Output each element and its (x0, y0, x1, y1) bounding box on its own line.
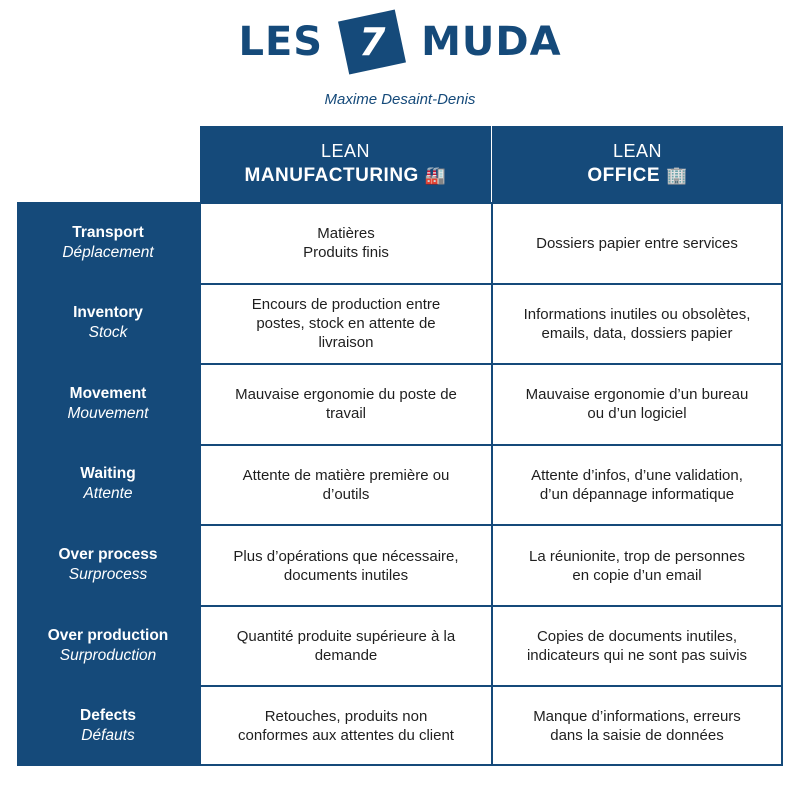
table-cell-manufacturing (199, 363, 491, 444)
table-cell-office (491, 605, 783, 686)
cell-text: Plus d’opérations que nécessaire, documents inutiles (233, 547, 459, 584)
row-header-french: Défauts (81, 727, 135, 745)
table-cell-manufacturing (199, 202, 491, 283)
row-header (17, 363, 199, 444)
cell-text: Attente de matière première ou d’outils (242, 466, 450, 503)
title-les: LES (238, 19, 324, 65)
row-header-english: Movement (69, 384, 147, 402)
title-muda: MUDA (421, 19, 562, 65)
cell-text: Manque d’informations, erreurs dans la saisie de données (533, 707, 741, 744)
column-header-line2 (245, 165, 447, 187)
row-header (17, 685, 199, 766)
table-cell-manufacturing (199, 685, 491, 766)
row-header-french: Stock (88, 324, 128, 342)
table-cell-manufacturing (199, 444, 491, 525)
table-corner (17, 126, 199, 202)
cell-text: Attente d’infos, d’une validation, d’un dépannage informatique (531, 466, 743, 503)
table-cell-manufacturing (199, 524, 491, 605)
column-header-title: MANUFACTURING (244, 165, 419, 186)
row-header-french: Mouvement (67, 404, 149, 422)
table-cell-manufacturing (199, 283, 491, 364)
author-name: Maxime Desaint-Denis (324, 91, 476, 108)
table-cell-office (491, 524, 783, 605)
row-header (17, 202, 199, 283)
cell-text: Mauvaise ergonomie d’un bureau ou d’un logiciel (525, 386, 749, 423)
cell-text: Dossiers papier entre services (536, 234, 738, 252)
table-cell-manufacturing (199, 605, 491, 686)
cell-text: Copies de documents inutiles, indicateurs qui ne sont pas suivis (526, 628, 748, 665)
cell-text: Retouches, produits non conformes aux attentes du client (238, 707, 454, 744)
row-header-english: Over production (47, 626, 169, 644)
row-header-english: Waiting (80, 465, 136, 483)
cell-text: Encours de production entre postes, stock en attente de livraison (251, 296, 441, 352)
cell-text: Informations inutiles ou obsolètes, emails, data, dossiers papier (523, 305, 751, 342)
cell-text: La réunionite, trop de personnes en copie d’un email (529, 547, 745, 584)
table-cell-office (491, 283, 783, 364)
muda-table (17, 126, 783, 766)
factory-icon: 🏭 (424, 166, 447, 185)
title-number-badge (338, 10, 406, 75)
row-header (17, 444, 199, 525)
row-header-english: Defects (80, 707, 136, 725)
table-cell-office (491, 363, 783, 444)
column-header-title: OFFICE (587, 165, 660, 186)
row-header-french: Déplacement (62, 243, 154, 261)
row-header-french: Attente (83, 485, 133, 503)
cell-text: Quantité produite supérieure à la demande (236, 628, 456, 665)
cell-text: Mauvaise ergonomie du poste de travail (235, 386, 457, 423)
row-header (17, 283, 199, 364)
row-header (17, 524, 199, 605)
table-cell-office (491, 685, 783, 766)
title-number: 7 (358, 20, 386, 65)
column-header-office (491, 126, 783, 202)
row-header-french: Surproduction (59, 646, 157, 664)
column-header-manufacturing (199, 126, 491, 202)
table-cell-office (491, 202, 783, 283)
column-header-line1: LEAN (320, 141, 371, 161)
row-header-french: Surprocess (68, 566, 148, 584)
table-cell-office (491, 444, 783, 525)
row-header-english: Inventory (73, 304, 143, 322)
column-header-line1: LEAN (612, 141, 663, 161)
cell-text: Matières Produits finis (303, 225, 389, 262)
row-header (17, 605, 199, 686)
row-header-english: Transport (72, 223, 144, 241)
column-header-line2 (587, 165, 687, 187)
office-building-icon: 🏢 (666, 166, 688, 185)
page-title (0, 10, 800, 74)
row-header-english: Over process (58, 546, 158, 564)
